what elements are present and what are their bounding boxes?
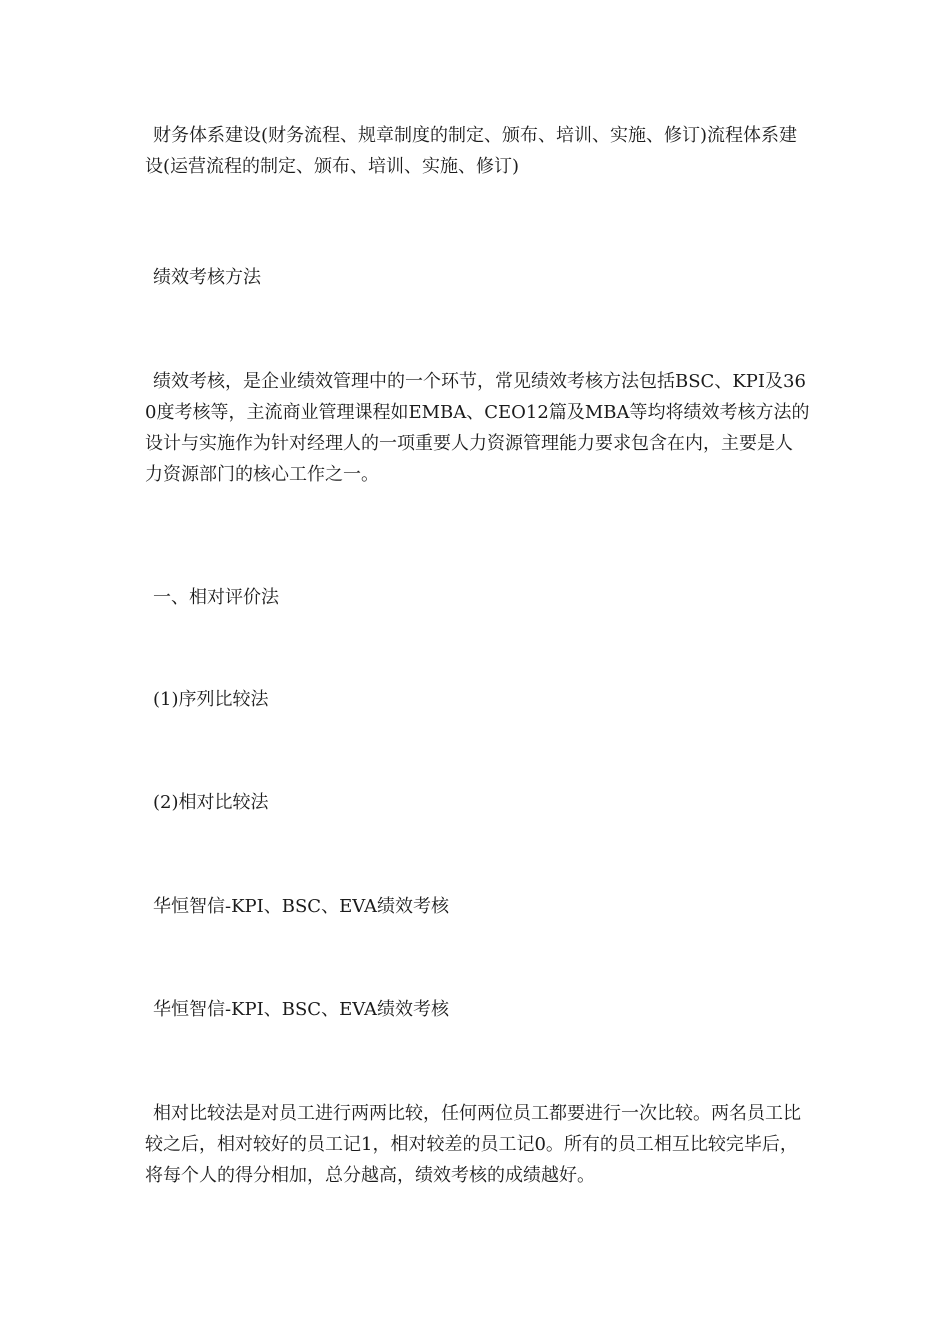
heading-relative-evaluation: 一、相对评价法 bbox=[153, 587, 279, 608]
line-huaheng-1: 华恒智信-KPI、BSC、EVA绩效考核 bbox=[153, 896, 449, 917]
item-sequence-comparison: (1)序列比较法 bbox=[153, 689, 269, 710]
paragraph-performance-intro: 绩效考核，是企业绩效管理中的一个环节，常见绩效考核方法包括BSC、KPI及360度考核等，主流商业管理课程如EMBA、CEO12篇及MBA等均将绩效考核方法的设计与实施作为针对经理人的一项重要人力资源管理能力要求包含在内，主要是人力资源部门的核心工作之一。 bbox=[145, 371, 810, 485]
item-relative-comparison: (2)相对比较法 bbox=[153, 792, 269, 813]
heading-performance-methods: 绩效考核方法 bbox=[153, 267, 261, 288]
paragraph-system-construction: 财务体系建设(财务流程、规章制度的制定、颁布、培训、实施、修订)流程体系建设(运营流程的制定、颁布、培训、实施、修订) bbox=[145, 125, 798, 177]
paragraph-relative-comparison-desc: 相对比较法是对员工进行两两比较，任何两位员工都要进行一次比较。两名员工比较之后，相对较好的员工记1，相对较差的员工记0。所有的员工相互比较完毕后，将每个人的得分相加，总分越高，绩效考核的成绩越好。 bbox=[145, 1103, 801, 1186]
line-huaheng-2: 华恒智信-KPI、BSC、EVA绩效考核 bbox=[153, 999, 449, 1020]
